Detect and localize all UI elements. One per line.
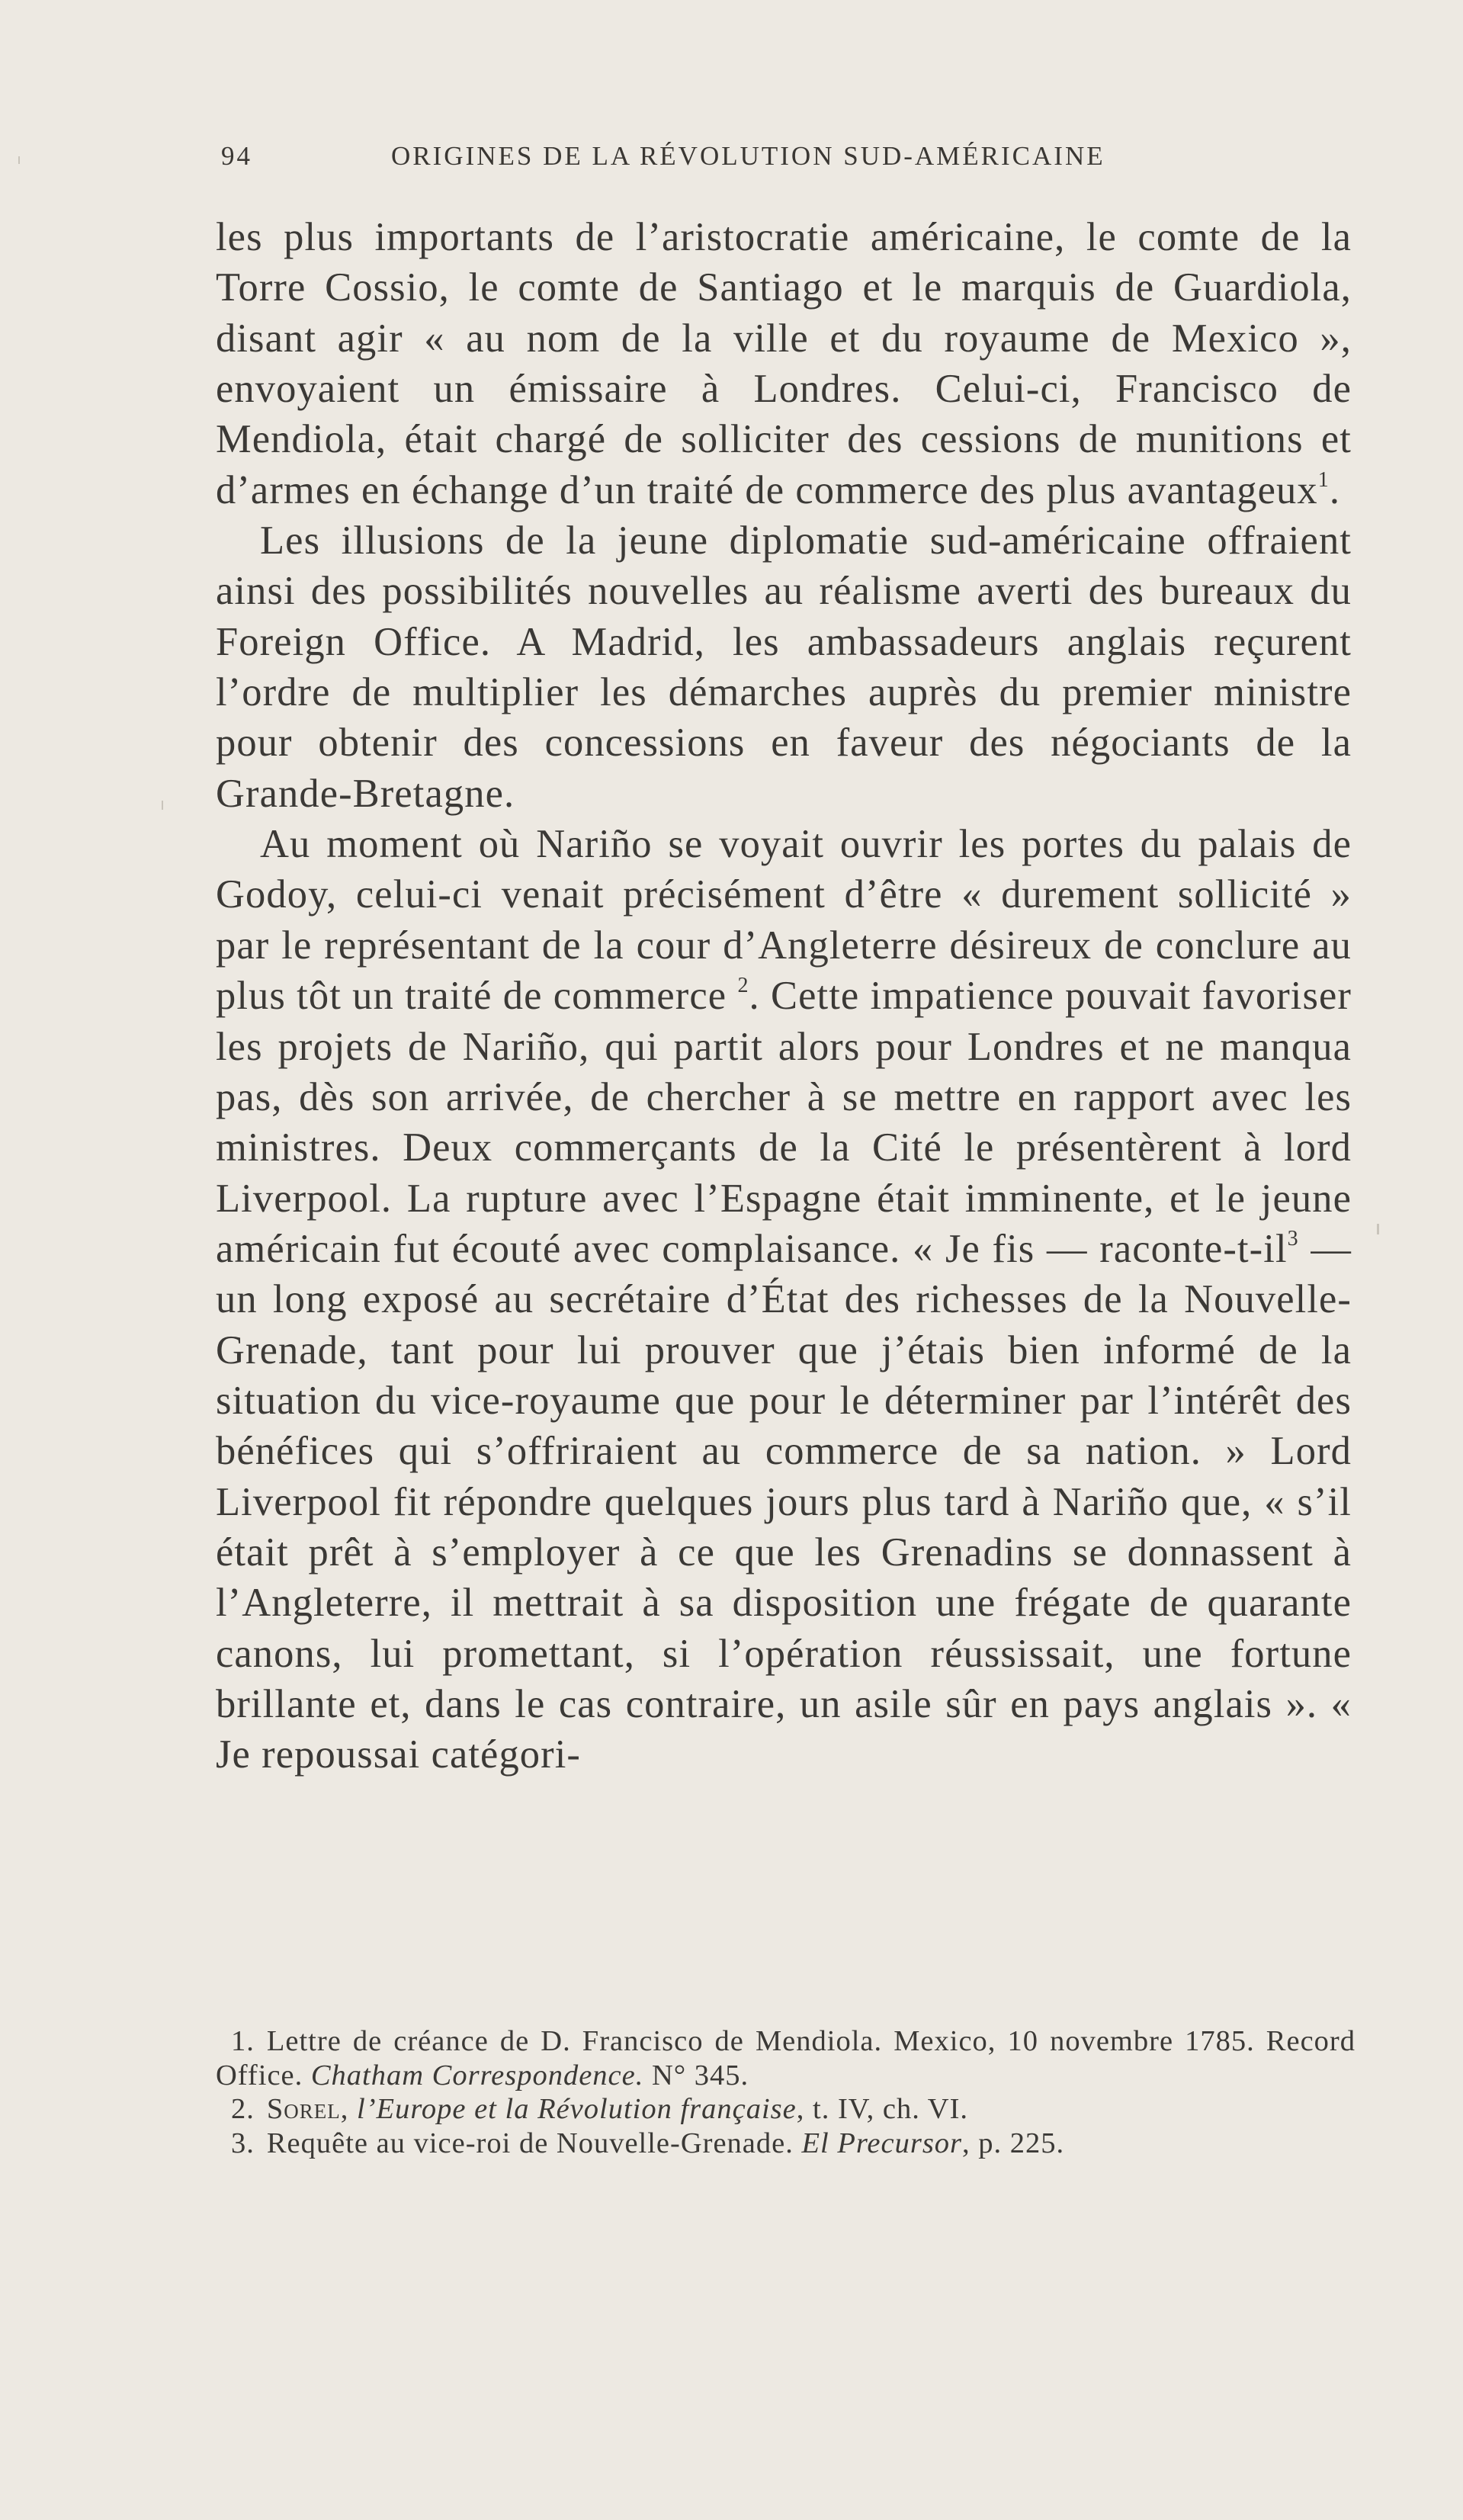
footnote-2-mark: 2. <box>231 2093 255 2125</box>
footnote-1-italic: Chatham Correspondence. <box>310 2059 644 2091</box>
footnote-3-mark: 3. <box>231 2127 255 2159</box>
paragraph-3 <box>216 819 1352 1780</box>
footnote-ref-2: 2 <box>737 974 749 998</box>
footnote-3 <box>216 2127 1356 2161</box>
footnote-3-text-a: Requête au vice-roi de Nouvelle-Grenade. <box>266 2127 802 2159</box>
footnote-3-italic: El Precursor <box>801 2127 963 2159</box>
paper-speck <box>162 801 163 810</box>
footnote-2-author: Sorel <box>266 2093 341 2125</box>
footnote-2 <box>216 2092 1356 2127</box>
paper-speck <box>1377 1224 1379 1234</box>
footnote-2-text-a: , <box>340 2093 358 2125</box>
footnote-2-text-b: , t. IV, ch. VI. <box>796 2093 969 2125</box>
footnote-ref-3: 3 <box>1287 1226 1299 1250</box>
paragraph-3-text-c: — un long exposé au secrétaire d’État des richesses de la Nouvelle-Grenade, tant pour lui prouver que j’étais bien informé de la situation du vice-royaume que pour le déterminer par l’intérêt des bénéfices qui s’offriraient au commerce de sa nation. » Lord Liverpool fit répondre quelques jours plus tard à Nariño que, « s’il était prêt à s’employer à ce que les Grenadins se donnassent à l’Angleterre, il mettrait à sa disposition une frégate de quarante canons, lui promettant, si l’opération réussissait, une fortune brillante et, dans le cas contraire, un asile sûr en pays anglais ». « Je repoussai catégori- <box>216 1226 1352 1777</box>
paragraph-1-text: les plus importants de l’aristocratie américaine, le comte de la Torre Cossio, le comte de Santiago et le marquis de Guardiola, disant agir « au nom de la ville et du royaume de Mexico », envoyaient un émissaire à Londres. Celui-ci, Francisco de Mendiola, était chargé de solliciter des cessions de munitions et d’armes en échange d’un traité de commerce des plus avantageux <box>216 215 1352 512</box>
footnote-1-mark: 1. <box>231 2025 255 2057</box>
paragraph-1-tail: . <box>1329 467 1341 512</box>
running-title: ORIGINES DE LA RÉVOLUTION SUD-AMÉRICAINE <box>391 141 1105 171</box>
page-number: 94 <box>221 141 252 171</box>
footnotes <box>216 2024 1356 2160</box>
footnote-2-italic: l’Europe et la Révolution française <box>357 2093 797 2125</box>
paragraph-1 <box>216 212 1352 515</box>
footnote-ref-1: 1 <box>1317 467 1330 492</box>
paragraph-3-text-b: . Cette impatience pouvait favoriser les projets de Nariño, qui partit alors pour Londres et ne manqua pas, dès son arrivée, de chercher à se mettre en rapport avec les ministres. Deux commerçants de la Cité le présentèrent à lord Liverpool. La rupture avec l’Espagne était imminente, et le jeune américain fut écouté avec complaisance. « Je fis — raconte-t-il <box>216 974 1352 1271</box>
paragraph-2 <box>216 515 1352 819</box>
main-text <box>216 212 1352 1780</box>
footnote-3-text-b: , p. 225. <box>962 2127 1065 2159</box>
paper-speck <box>18 156 20 164</box>
footnote-1 <box>216 2024 1356 2092</box>
footnote-1-text-b: N° 345. <box>643 2059 749 2091</box>
paragraph-2-text: Les illusions de la jeune diplomatie sud-américaine offraient ainsi des possibilités nouvelles au réalisme averti des bureaux du Foreign Office. A Madrid, les ambassadeurs anglais reçurent l’ordre de multiplier les démarches auprès du premier ministre pour obtenir des concessions en faveur des négociants de la Grande-Bretagne. <box>216 518 1352 816</box>
footnote-1-text-a: Lettre de créance de D. Francisco de Mendiola. Mexico, 10 novembre 1785. Record Office. <box>216 2025 1356 2091</box>
paragraph-3-text-a: Au moment où Nariño se voyait ouvrir les portes du palais de Godoy, celui-ci venait précisément d’être « durement sollicité » par le représentant de la cour d’Angleterre désireux de conclure au plus tôt un traité de commerce <box>216 822 1352 1019</box>
running-header <box>221 141 1273 179</box>
